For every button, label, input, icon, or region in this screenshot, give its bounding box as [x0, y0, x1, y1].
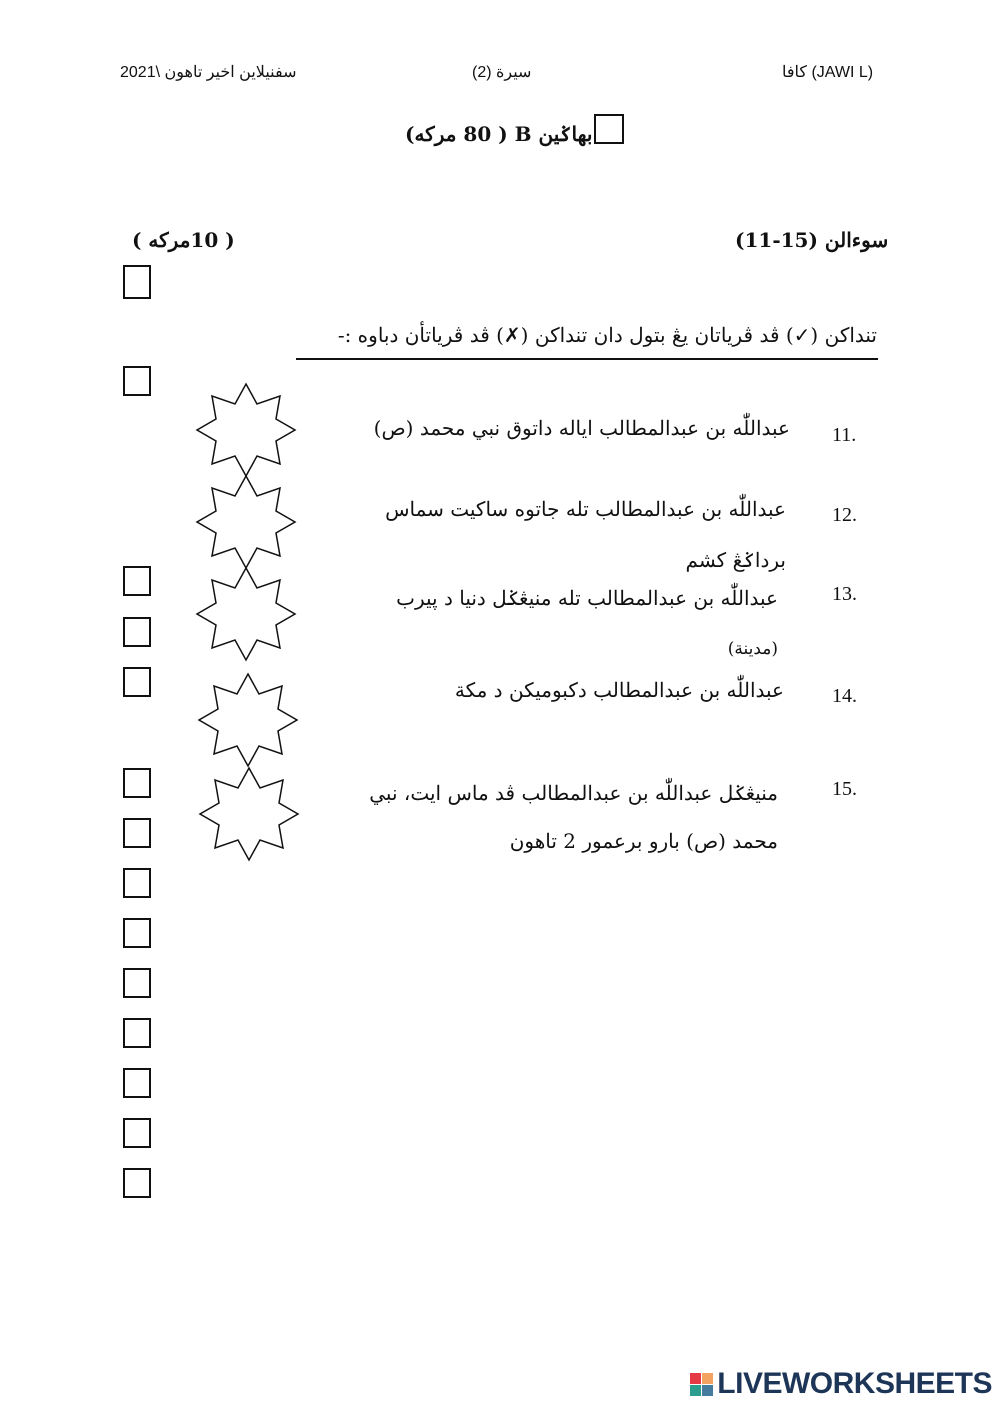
statement-number: 12. — [832, 504, 857, 526]
answer-box[interactable] — [123, 768, 151, 798]
answer-box[interactable] — [123, 1068, 151, 1098]
answer-star-15[interactable] — [197, 766, 301, 862]
instruction-underline — [296, 358, 878, 360]
section-title-row — [405, 122, 624, 146]
statement-number: 11. — [832, 424, 857, 446]
logo-tile — [702, 1385, 713, 1396]
answer-box[interactable] — [123, 667, 151, 697]
logo-tiles-icon — [690, 1373, 713, 1396]
instruction: تنداكن (✓) ڤد ڤرياتان يڠ بتول دان تنداكن (✗) ڤد ڤرياتأن دباوه :- — [337, 323, 877, 347]
logo-tile — [690, 1373, 701, 1384]
statement-number: 13. — [832, 583, 857, 605]
header-right: كافا (JAWI L) — [782, 64, 874, 81]
header-left: سفنيلاين اخير تاهون \2021 — [120, 64, 297, 81]
answer-box[interactable] — [123, 1018, 151, 1048]
answer-box[interactable] — [123, 617, 151, 647]
answer-star-13[interactable] — [194, 566, 298, 662]
statement-number: 15. — [832, 778, 857, 800]
answer-box[interactable] — [123, 366, 151, 396]
answer-star-11[interactable] — [194, 382, 298, 478]
statement-text-cont: برداݢڠ كشم — [685, 548, 786, 572]
answer-box[interactable] — [123, 1118, 151, 1148]
answer-box[interactable] — [123, 566, 151, 596]
logo-tile — [702, 1373, 713, 1384]
marks-label: ( 10مركه ) — [132, 228, 235, 252]
statement-text: عبداللّٰه بن عبدالمطالب تله منيڠݢل دنيا د ڽيرب — [396, 586, 778, 610]
statement-text-cont: محمد (ص) بارو برعمور 2 تاهون — [509, 829, 778, 853]
statement-number: 14. — [832, 685, 857, 707]
statement-text: عبداللّٰه بن عبدالمطالب اياله داتوق نبي محمد (ص) — [373, 416, 790, 440]
header-center: سيرة (2) — [472, 64, 532, 81]
statement-text: عبداللّٰه بن عبدالمطالب تله جاتوه ساكيت سماس — [385, 497, 786, 521]
question-range: سوءالن (15-11) — [735, 228, 889, 252]
answer-box[interactable] — [123, 918, 151, 948]
answer-box[interactable] — [123, 1168, 151, 1198]
answer-box[interactable] — [123, 968, 151, 998]
brand-name: LIVEWORKSHEETS — [717, 1367, 992, 1400]
statement-text: منيڠݢل عبداللّٰه بن عبدالمطالب ڤد ماس ايت، نبي — [369, 781, 778, 805]
answer-star-12[interactable] — [194, 474, 298, 570]
statement-text: عبداللّٰه بن عبدالمطالب دكبوميكن د مكة — [454, 678, 784, 702]
answer-star-14[interactable] — [196, 672, 300, 768]
answer-box[interactable] — [123, 818, 151, 848]
statement-text-cont: (مدينة) — [727, 639, 778, 659]
title-checkbox — [594, 114, 624, 144]
answer-box[interactable] — [123, 868, 151, 898]
liveworksheets-logo — [690, 1367, 992, 1401]
answer-box[interactable] — [123, 265, 151, 299]
section-title: بهاݢين B ( 80 مركه) — [405, 122, 593, 146]
logo-tile — [690, 1385, 701, 1396]
